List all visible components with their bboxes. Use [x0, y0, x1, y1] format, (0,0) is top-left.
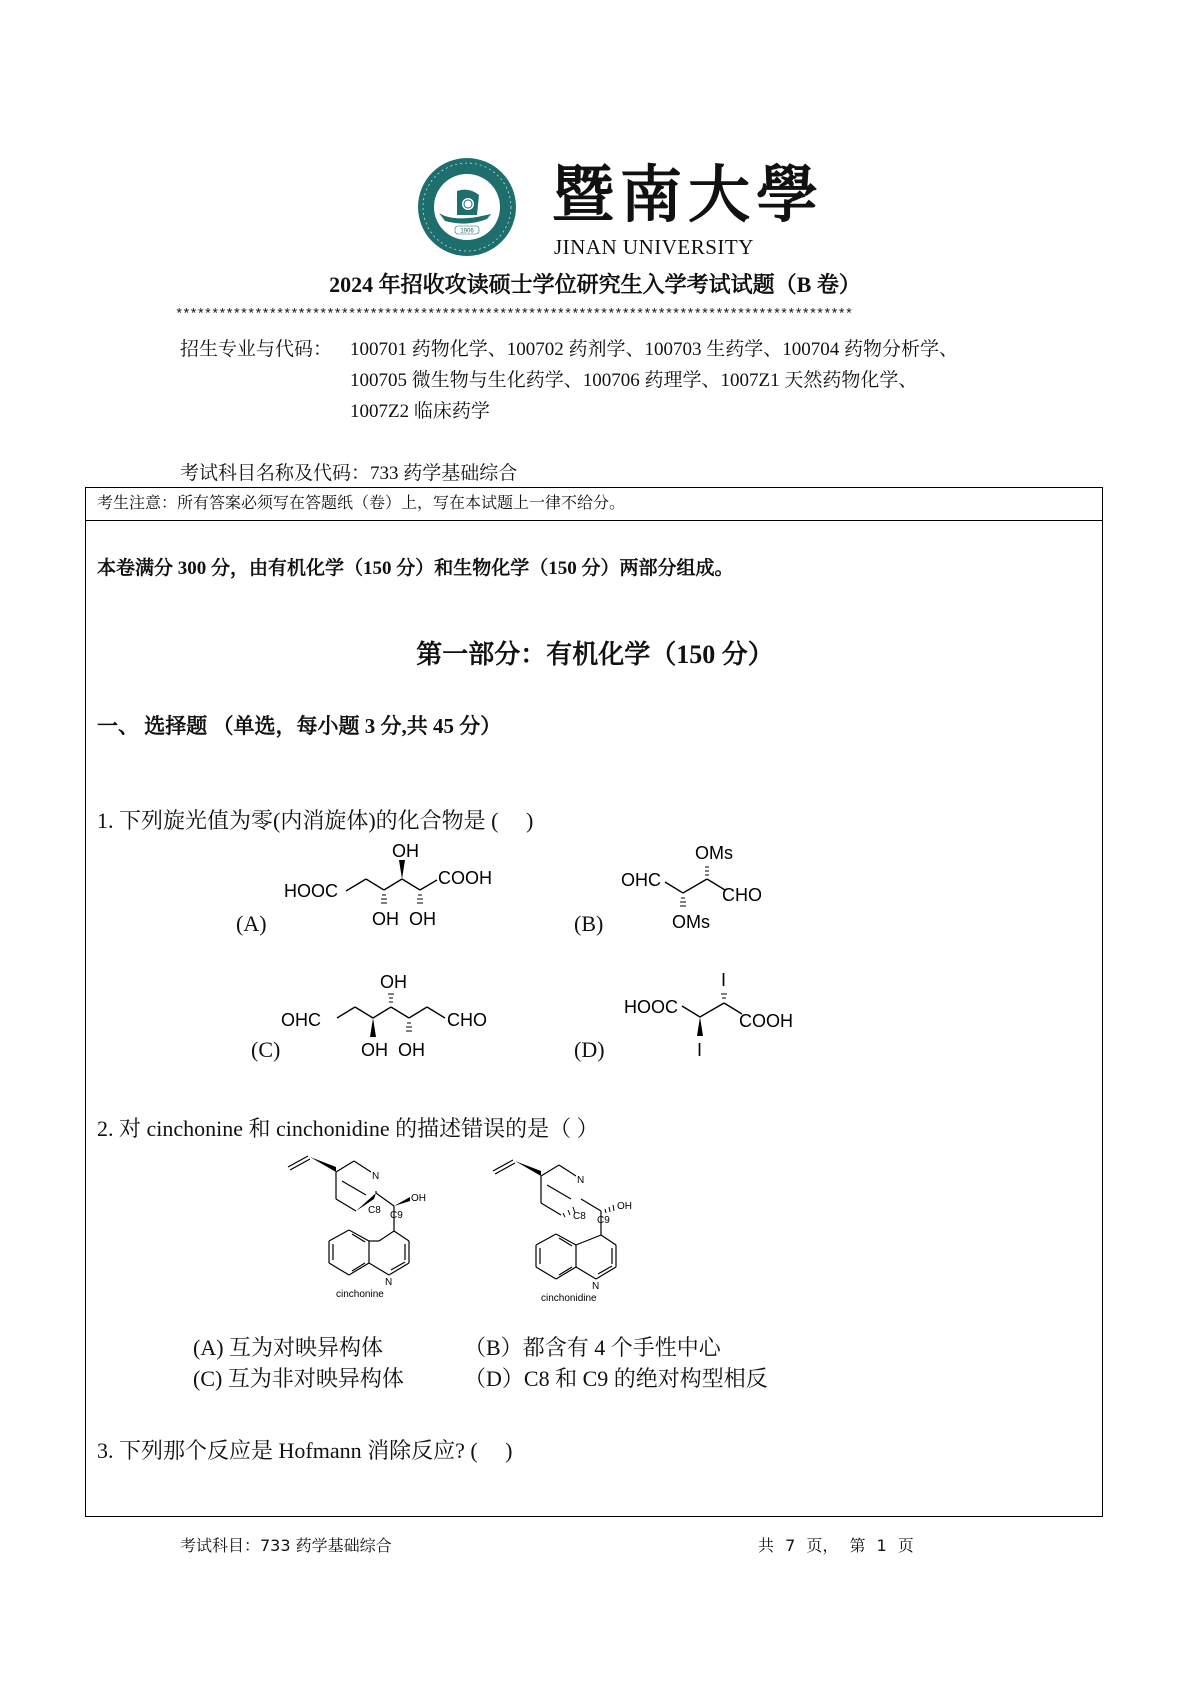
structure-name: cinchonine — [336, 1289, 384, 1300]
group-label: OH — [392, 843, 419, 861]
group-label: CHO — [447, 1010, 487, 1030]
option-text: 都含有 4 个手性中心 — [522, 1335, 721, 1360]
structure-cinchonine — [286, 1151, 456, 1326]
group-label: COOH — [739, 1011, 793, 1031]
atom-label: N — [372, 1171, 380, 1182]
section-title: 一、 选择题 （单选，每小题 3 分,共 45 分） — [97, 714, 502, 738]
atom-label: C8 — [368, 1205, 381, 1216]
group-label: OH — [398, 1040, 425, 1060]
option-label-a: (A) — [236, 911, 267, 936]
option-label: （B） — [464, 1335, 523, 1360]
question-text: 对 cinchonine 和 cinchonidine 的描述错误的是（ ） — [119, 1116, 599, 1141]
molecule-d — [624, 970, 844, 1070]
molecule-b — [621, 843, 821, 943]
group-label: HOOC — [284, 881, 338, 901]
option-label-c: (C) — [251, 1037, 281, 1062]
atom-label: C8 — [573, 1211, 586, 1222]
majors-line: 100701 药物化学、100702 药剂学、100703 生药学、100704 药物分析学、 — [350, 339, 959, 360]
answer-option-d — [464, 1364, 768, 1394]
footer-subject: 考试科目：733 药学基础综合 — [180, 1536, 392, 1555]
atom-label: N — [592, 1281, 600, 1292]
answer-option-b — [464, 1333, 721, 1363]
question-text: 下列那个反应是 Hofmann 消除反应? ( ) — [119, 1438, 513, 1463]
option-label: (C) — [193, 1366, 223, 1391]
group-label: OHC — [281, 1010, 321, 1030]
candidate-notice: 考生注意：所有答案必须写在答题纸（卷）上，写在本试题上一律不给分。 — [97, 495, 626, 512]
atom-label: C9 — [390, 1210, 403, 1221]
option-label: (A) — [193, 1335, 224, 1360]
majors-label: 招生专业与代码： — [180, 339, 333, 360]
university-seal-icon — [417, 157, 517, 257]
option-label-b: (B) — [574, 911, 604, 936]
structure-name: cinchonidine — [541, 1293, 597, 1304]
group-label: CHO — [722, 885, 762, 905]
group-label: OH — [409, 909, 436, 929]
group-label: COOH — [438, 868, 492, 888]
group-label: OMs — [672, 912, 710, 932]
footer-page-info: 共 7 页， 第 1 页 — [758, 1536, 914, 1555]
exam-title: 2024 年招收攻读硕士学位研究生入学考试试题（B 卷） — [329, 272, 861, 297]
group-label: OMs — [695, 843, 733, 863]
question-3 — [97, 1436, 513, 1466]
molecule-a — [281, 843, 521, 943]
atom-label: OH — [617, 1201, 632, 1212]
atom-label: N — [385, 1277, 393, 1288]
group-label: OH — [361, 1040, 388, 1060]
option-label: （D） — [464, 1366, 524, 1391]
university-name-en: JINAN UNIVERSITY — [554, 235, 754, 259]
option-text: 互为非对映异构体 — [227, 1366, 404, 1391]
answer-option-a — [193, 1333, 383, 1363]
part-title: 第一部分：有机化学（150 分） — [416, 640, 774, 669]
question-text: 下列旋光值为零(内消旋体)的化合物是 ( ) — [119, 808, 534, 833]
group-label: OH — [372, 909, 399, 929]
atom-label: OH — [411, 1193, 426, 1204]
question-number: 2. — [97, 1116, 114, 1141]
group-label: HOOC — [624, 997, 678, 1017]
option-label-d: (D) — [574, 1037, 605, 1062]
molecule-c — [281, 970, 521, 1070]
majors-line: 100705 微生物与生化药学、100706 药理学、1007Z1 天然药物化学、 — [350, 370, 918, 391]
group-label: I — [697, 1040, 703, 1060]
structure-cinchonidine — [491, 1151, 661, 1326]
atom-label: C9 — [597, 1215, 610, 1226]
question-number: 3. — [97, 1438, 114, 1463]
separator-stars: ********************************************************************************************** — [175, 307, 852, 323]
exam-subject: 考试科目名称及代码：733 药学基础综合 — [180, 463, 518, 484]
group-label: OH — [380, 972, 407, 992]
exam-content-box — [85, 487, 1103, 1517]
atom-label: N — [577, 1175, 585, 1186]
question-1 — [97, 806, 533, 836]
question-number: 1. — [97, 808, 114, 833]
answer-option-c — [193, 1364, 404, 1394]
logo-year: 1906 — [460, 228, 474, 235]
university-name-cn: 暨南大學 — [552, 158, 825, 231]
question-2 — [97, 1114, 599, 1144]
group-label: OHC — [621, 870, 661, 890]
notice-row — [86, 488, 1102, 521]
majors-line: 1007Z2 临床药学 — [350, 401, 490, 422]
option-text: C8 和 C9 的绝对构型相反 — [523, 1366, 768, 1391]
option-text: 互为对映异构体 — [229, 1335, 384, 1360]
group-label: I — [721, 970, 727, 990]
total-score-statement: 本卷满分 300 分，由有机化学（150 分）和生物化学（150 分）两部分组成。 — [97, 558, 734, 579]
